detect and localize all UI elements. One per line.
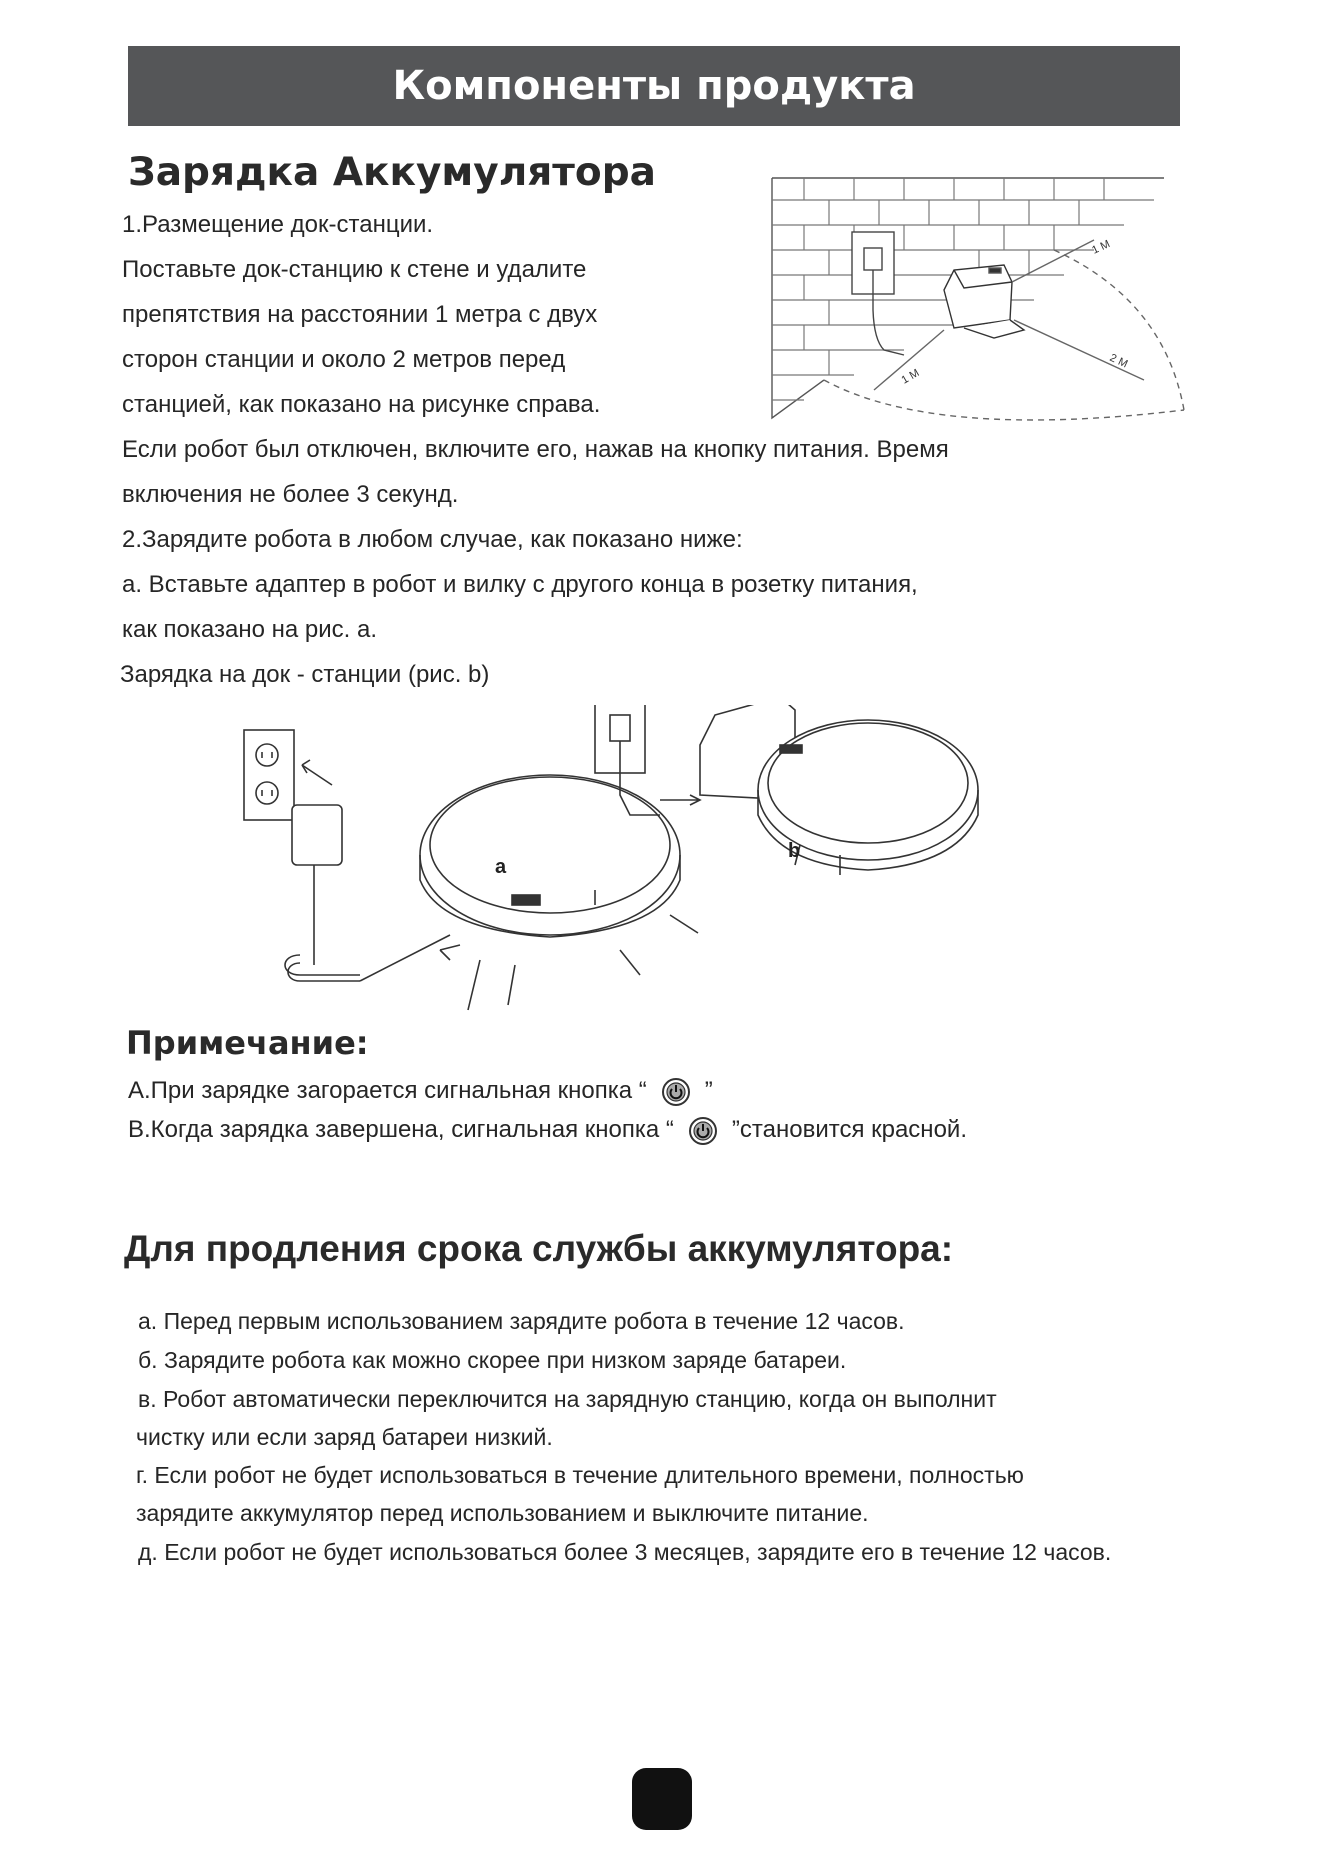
section-charging-title: Зарядка Аккумулятора	[128, 150, 656, 195]
body-line: Поставьте док-станцию к стене и удалите	[122, 256, 587, 283]
body-line: сторон станции и около 2 метров перед	[122, 346, 566, 373]
note-title: Примечание:	[126, 1024, 369, 1062]
dock-distance-label: 2 M	[1107, 351, 1130, 371]
body-line: препятствия на расстоянии 1 метра с двух	[122, 301, 598, 328]
body-line: включения не более 3 секунд.	[122, 481, 459, 508]
body-line: 1.Размещение док-станции.	[122, 211, 434, 238]
list-item: г. Если робот не будет использоваться в течение длительного времени, полностью	[136, 1462, 1024, 1488]
list-item: чистку или если заряд батареи низкий.	[136, 1424, 553, 1450]
list-item: a. Перед первым использованием зарядите робота в течение 12 часов.	[138, 1308, 905, 1334]
list-item: в. Робот автоматически переключится на зарядную станцию, когда он выполнит	[138, 1386, 997, 1412]
dock-distance-label: 1 M	[1090, 238, 1112, 257]
page-header	[128, 46, 1180, 126]
note-line-a-end: ”	[704, 1077, 713, 1104]
body-line: a. Вставьте адаптер в робот и вилку с другого конца в розетку питания,	[122, 571, 918, 598]
body-line: 2.Зарядите робота в любом случае, как показано ниже:	[122, 526, 743, 553]
list-item: б. Зарядите робота как можно скорее при низком заряде батареи.	[138, 1347, 847, 1373]
note-line-b	[128, 1115, 967, 1146]
figure-caption-b: b	[788, 840, 801, 862]
body-line: как показано на рис. a.	[122, 616, 377, 643]
dock-placement-illustration	[764, 170, 1204, 440]
page-header-title: Компоненты продукта	[392, 63, 916, 109]
list-item: зарядите аккумулятор перед использованием и выключите питание.	[136, 1500, 869, 1526]
power-icon	[688, 1116, 718, 1146]
list-item: д. Если робот не будет использоваться более 3 месяцев, зарядите его в течение 12 часов.	[138, 1539, 1112, 1565]
body-line: Зарядка на док - станции (рис. b)	[120, 661, 490, 688]
figure-caption-a: a	[495, 856, 507, 878]
note-line-a-text: A.При зарядке загорается сигнальная кнопка “	[128, 1077, 647, 1104]
power-icon	[661, 1077, 691, 1107]
body-line: Если робот был отключен, включите его, нажав на кнопку питания. Время	[122, 436, 949, 463]
dock-distance-label: 1 M	[899, 367, 922, 387]
note-line-a	[128, 1076, 713, 1107]
note-line-b-end: ”становится красной.	[731, 1116, 967, 1143]
charging-methods-illustration	[240, 705, 1120, 1030]
note-line-b-text: B.Когда зарядка завершена, сигнальная кнопка “	[128, 1116, 674, 1143]
body-line: станцией, как показано на рисунке справа.	[122, 391, 601, 418]
battery-life-title: Для продления срока службы аккумулятора:	[124, 1228, 954, 1269]
page-number-badge	[632, 1768, 692, 1830]
